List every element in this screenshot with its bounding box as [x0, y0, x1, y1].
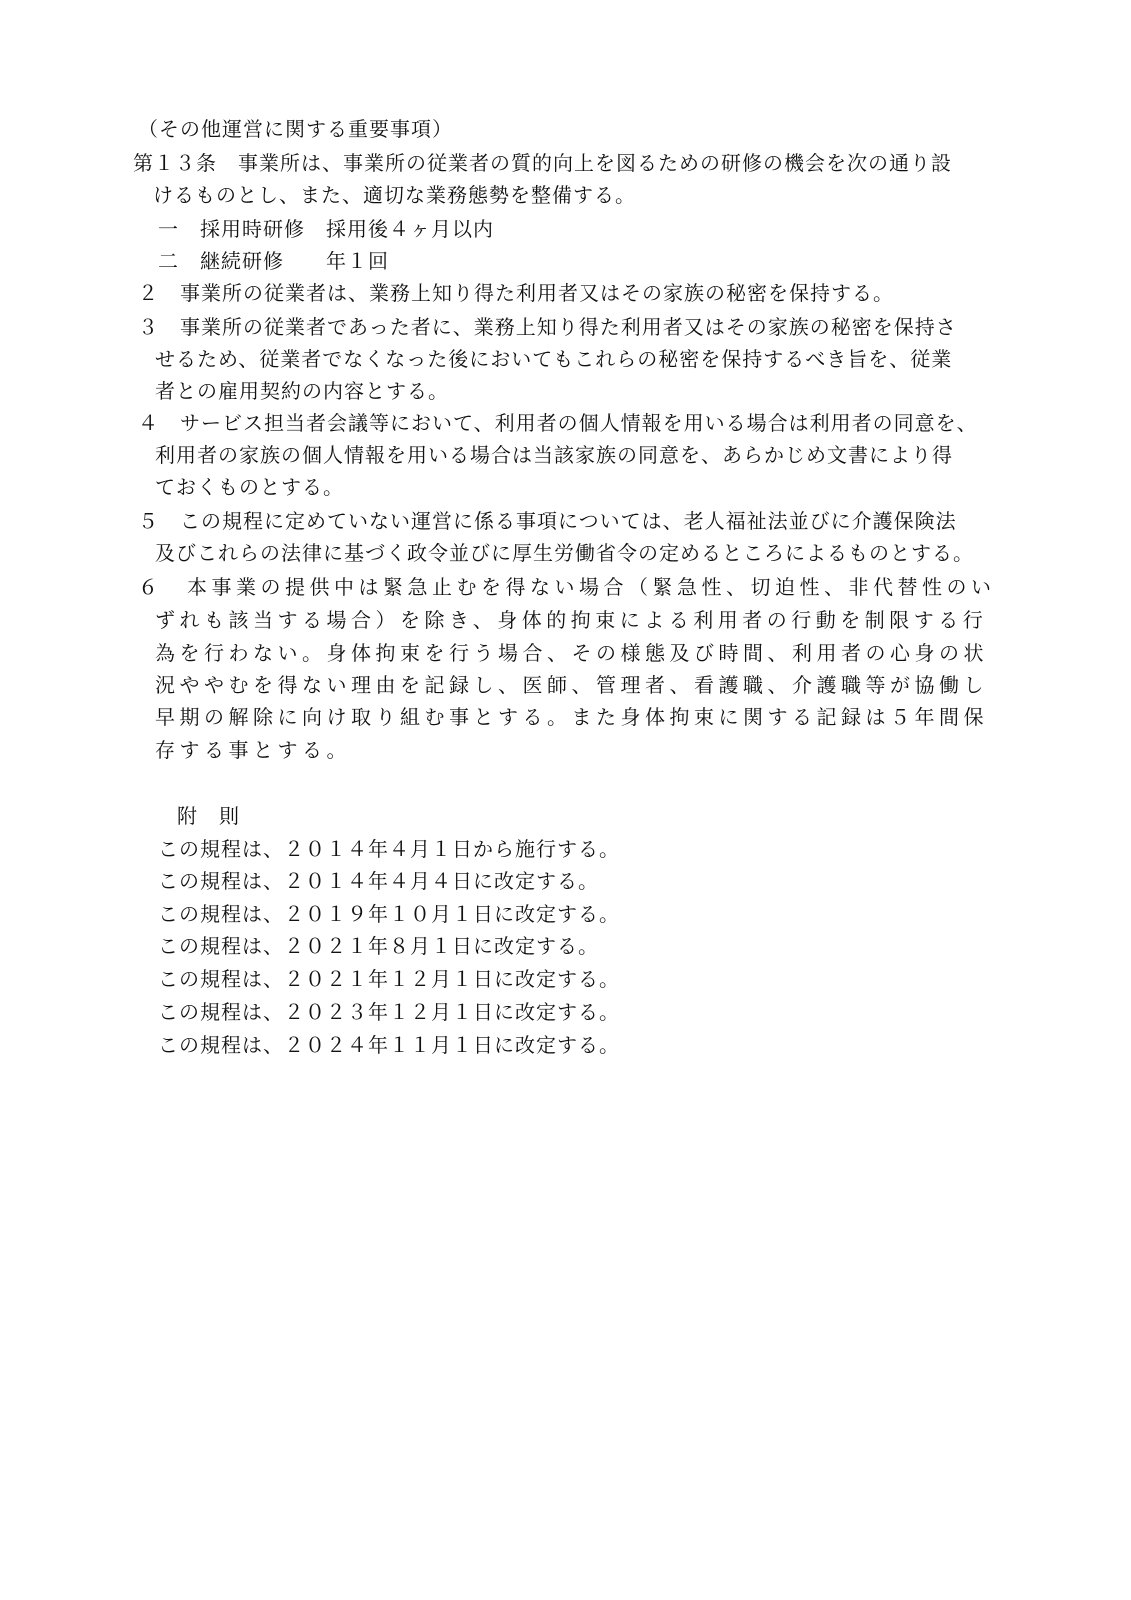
section-heading: （その他運営に関する重要事項）: [138, 117, 453, 141]
supplementary-entry: この規程は、２０１４年４月１日から施行する。: [158, 837, 620, 861]
paragraph-6-line-6: 存する事とする。: [155, 738, 351, 762]
paragraph-4-line-2: 利用者の家族の個人情報を用いる場合は当該家族の同意を、あらかじめ文書により得: [155, 443, 953, 467]
paragraph-3-line-1: ３ 事業所の従業者であった者に、業務上知り得た利用者又はその家族の秘密を保持さ: [138, 315, 957, 339]
supplementary-entry: この規程は、２０２１年８月１日に改定する。: [158, 934, 599, 958]
supplementary-entry: この規程は、２０２１年１２月１日に改定する。: [158, 967, 620, 991]
paragraph-4-line-3: ておくものとする。: [155, 475, 344, 499]
supplementary-entry: この規程は、２０１９年１０月１日に改定する。: [158, 902, 620, 926]
paragraph-4-line-1: ４ サービス担当者会議等において、利用者の個人情報を用いる場合は利用者の同意を、: [138, 411, 978, 435]
paragraph-5-line-1: ５ この規程に定めていない運営に係る事項については、老人福祉法並びに介護保険法: [138, 509, 957, 533]
paragraph-2-line-1: ２ 事業所の従業者は、業務上知り得た利用者又はその家族の秘密を保持する。: [138, 281, 894, 305]
article-13-item-1: 一 採用時研修 採用後４ヶ月以内: [158, 217, 494, 241]
supplementary-heading: 附 則: [177, 804, 240, 828]
paragraph-6-line-1: ６ 本事業の提供中は緊急止むを得ない場合（緊急性、切迫性、非代替性のい: [138, 575, 996, 599]
paragraph-3-line-3: 者との雇用契約の内容とする。: [155, 379, 449, 403]
article-13-item-2: 二 継続研修 年１回: [158, 249, 389, 273]
paragraph-6-line-3: 為を行わない。身体拘束を行う場合、その様態及び時間、利用者の心身の状: [155, 641, 988, 665]
paragraph-3-line-2: せるため、従業者でなくなった後においてもこれらの秘密を保持するべき旨を、従業: [155, 347, 953, 371]
paragraph-6-line-5: 早期の解除に向け取り組む事とする。また身体拘束に関する記録は５年間保: [155, 705, 988, 729]
paragraph-5-line-2: 及びこれらの法律に基づく政令並びに厚生労働省令の定めるところによるものとする。: [155, 541, 974, 565]
paragraph-6-line-4: 況ややむを得ない理由を記録し、医師、管理者、看護職、介護職等が協働し: [155, 673, 988, 697]
article-13-line-2: けるものとし、また、適切な業務態勢を整備する。: [153, 183, 636, 207]
supplementary-entry: この規程は、２０２３年１２月１日に改定する。: [158, 1000, 620, 1024]
paragraph-6-line-2: ずれも該当する場合）を除き、身体的拘束による利用者の行動を制限する行: [155, 608, 988, 632]
article-13-line-1: 第１３条 事業所は、事業所の従業者の質的向上を図るための研修の機会を次の通り設: [133, 151, 952, 175]
supplementary-entry: この規程は、２０２４年１１月１日に改定する。: [158, 1033, 620, 1057]
supplementary-entry: この規程は、２０１４年４月４日に改定する。: [158, 869, 599, 893]
